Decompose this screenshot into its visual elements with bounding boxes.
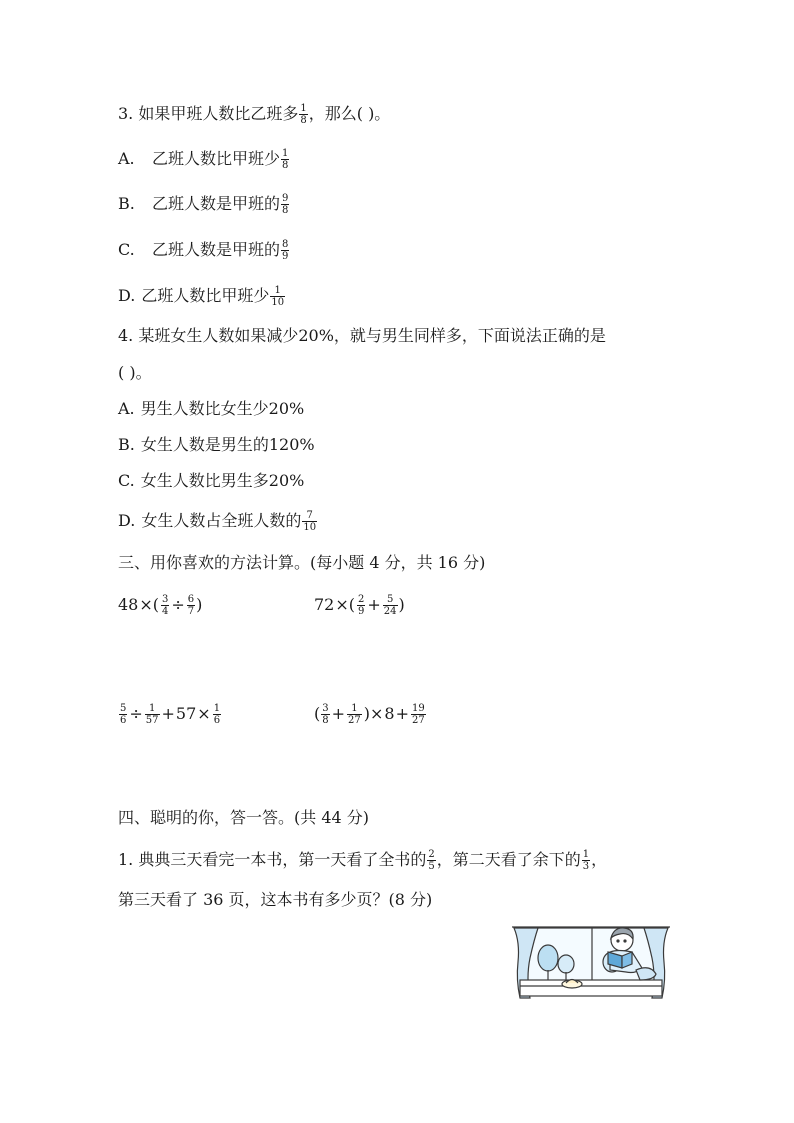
q3-stem-fraction [299, 103, 307, 126]
fraction-numerator: 3 [162, 594, 169, 605]
fraction [145, 703, 160, 726]
section4-title: 四、聪明的你，答一答。(共 44 分) [118, 808, 370, 827]
problem-1-line1 [118, 849, 607, 872]
problem-1-line2: 第三天看了 36 页，这本书有多少页？(8 分) [118, 890, 433, 909]
fraction-numerator: 1 [582, 849, 590, 860]
option-label: B. [118, 435, 135, 454]
option-label: B. [118, 194, 135, 213]
fraction-denominator: 3 [582, 861, 590, 872]
fraction-denominator: 6 [213, 715, 221, 726]
fraction-denominator: 8 [282, 160, 289, 171]
fraction-numerator: 1 [145, 703, 160, 715]
option-fraction [302, 510, 317, 533]
fraction-numerator: 1 [270, 285, 285, 297]
number: 72 [314, 595, 335, 614]
number: 8 [384, 704, 395, 723]
fraction-denominator: 7 [187, 606, 195, 617]
fraction [213, 703, 221, 726]
option-text: 女生人数是男生的120% [140, 435, 315, 454]
q3-option-d [118, 285, 286, 308]
fraction-denominator: 8 [322, 715, 329, 726]
q4-option-b [118, 435, 315, 455]
fraction-numerator: 2 [428, 849, 435, 860]
fraction [357, 594, 365, 617]
fraction [187, 594, 195, 617]
q4-option-a [118, 399, 304, 419]
fraction [383, 594, 398, 617]
fraction [119, 703, 127, 726]
fraction-numerator: 2 [358, 594, 365, 605]
q4-option-c [118, 471, 304, 491]
expression-4: ( $\frac{3}{8}$ + $\frac{1}{27}$ )×8+ $\frac{19}{27}$ [314, 703, 425, 726]
option-label: D. [118, 286, 136, 305]
fraction-numerator: 9 [282, 193, 289, 204]
expression-1: 48×( $\frac{3}{4}$ ÷ $\frac{6}{7}$ ) [118, 594, 203, 617]
q3-stem-text-a: 3. 如果甲班人数比乙班多 [118, 104, 299, 123]
option-fraction [270, 285, 285, 308]
fraction-denominator: 4 [162, 606, 169, 617]
q3-stem-text-b: ，那么( )。 [308, 104, 391, 123]
q4-option-d [118, 510, 318, 533]
fraction-denominator: 27 [348, 715, 361, 726]
fraction-numerator: 8 [282, 239, 289, 250]
fraction-numerator: 6 [187, 594, 195, 605]
option-text: 乙班人数是甲班的 [152, 240, 281, 259]
expression-3: $\frac{5}{6}$ ÷ $\frac{1}{57}$ +57× $\frac{1}{6}$ [120, 703, 221, 726]
option-fraction [281, 148, 289, 171]
fraction-numerator: 1 [347, 703, 362, 715]
fraction-denominator: 10 [271, 297, 285, 308]
fraction-numerator: 1 [213, 703, 221, 714]
fraction [347, 703, 362, 726]
problem-text: ，第二天看了余下的 [436, 850, 581, 869]
option-label: D. [118, 511, 136, 530]
option-text: 女生人数比男生多20% [140, 471, 305, 490]
option-label: A. [118, 399, 135, 418]
fraction-denominator: 9 [282, 251, 289, 262]
option-text: 男生人数比女生少20% [140, 399, 305, 418]
fraction [321, 703, 329, 726]
problem-text: ， [591, 850, 608, 869]
option-label: A. [118, 149, 135, 168]
fraction-denominator: 10 [303, 522, 317, 533]
reading-child-illustration [510, 922, 672, 1004]
q3-option-b [118, 193, 290, 216]
fraction-denominator: 6 [120, 715, 127, 726]
expression-2: 72×( $\frac{2}{9}$ + $\frac{5}{24}$ ) [314, 594, 405, 617]
section3-title: 三、用你喜欢的方法计算。(每小题 4 分，共 16 分) [118, 553, 486, 572]
q4-stem-line2: ( )。 [118, 363, 152, 382]
fraction-numerator: 1 [282, 148, 289, 159]
option-text: 乙班人数比甲班少 [152, 149, 281, 168]
fraction-numerator: 5 [120, 703, 127, 714]
fraction [427, 849, 435, 872]
option-fraction [281, 239, 289, 262]
option-label: C. [118, 240, 135, 259]
fraction [582, 849, 590, 872]
fraction-numerator: 7 [302, 510, 317, 522]
problem-text: 1. 典典三天看完一本书，第一天看了全书的 [118, 850, 427, 869]
q3-option-c [118, 239, 290, 262]
fraction-numerator: 3 [322, 703, 329, 714]
q3-option-a [118, 148, 290, 171]
q4-stem-line1: 4. 某班女生人数如果减少20%，就与男生同样多，下面说法正确的是 [118, 326, 606, 345]
fraction-denominator: 27 [412, 715, 425, 726]
option-label: C. [118, 471, 135, 490]
fraction-denominator: 9 [358, 606, 365, 617]
fraction-denominator: 5 [428, 861, 435, 872]
number: 57 [175, 704, 197, 723]
fraction [411, 703, 426, 726]
option-text: 乙班人数比甲班少 [141, 286, 270, 305]
option-fraction [281, 193, 289, 216]
fraction-numerator: 5 [383, 594, 398, 606]
option-text: 乙班人数是甲班的 [152, 194, 281, 213]
fraction-denominator: 24 [383, 606, 397, 617]
fraction-numerator: 1 [300, 103, 307, 114]
number: 48 [118, 595, 139, 614]
fraction [161, 594, 169, 617]
option-text: 女生人数占全班人数的 [141, 511, 302, 530]
fraction-denominator: 57 [145, 715, 159, 726]
fraction-denominator: 8 [300, 115, 307, 126]
q3-stem [118, 103, 390, 126]
fraction-denominator: 8 [282, 205, 289, 216]
fraction-numerator: 19 [412, 703, 425, 714]
